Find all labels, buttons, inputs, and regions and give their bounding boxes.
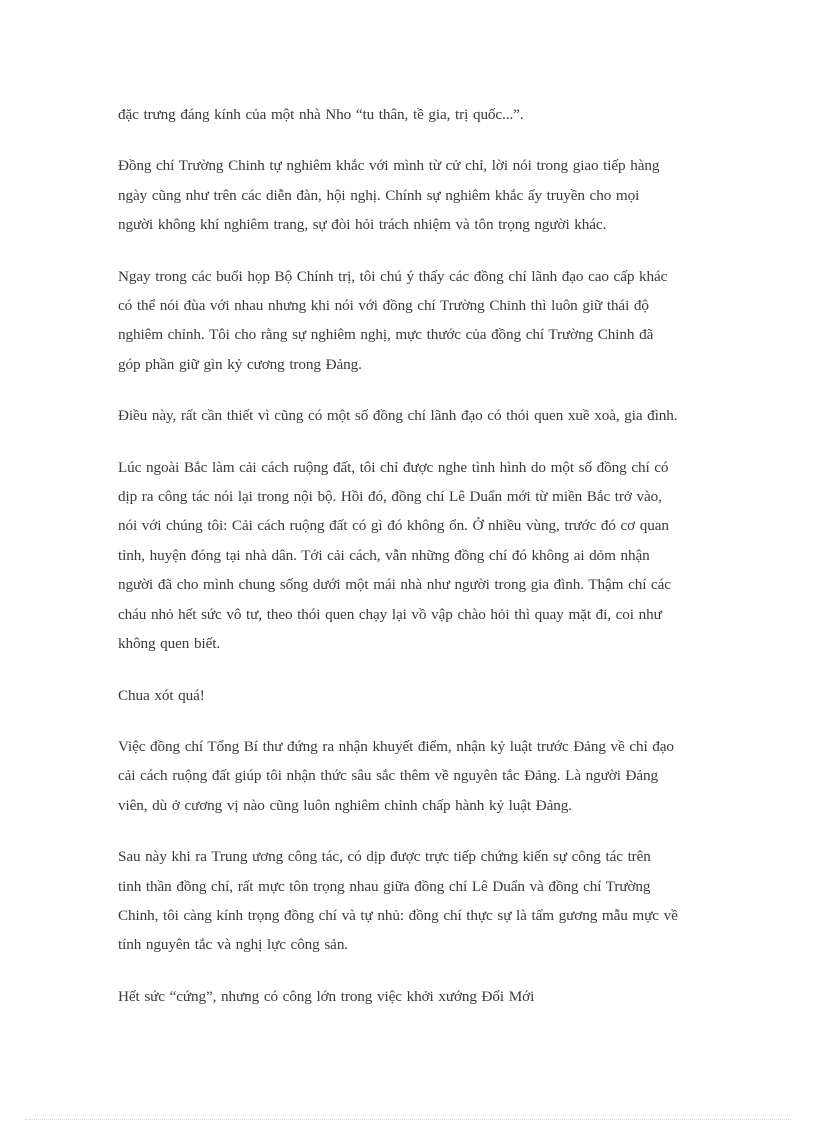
text-line: người không khí nghiêm trang, sự đòi hỏi trách nhiệm và tôn trọng người khác. — [118, 216, 607, 234]
text-line: đặc trưng đáng kính của một nhà Nho “tu thân, tề gia, trị quốc...”. — [118, 106, 524, 123]
paragraph — [118, 262, 708, 380]
text-line: nói với chúng tôi: Cải cách ruộng đất có gì đó không ổn. Ở nhiều vùng, trước đó cơ quan — [118, 517, 669, 535]
paragraph — [118, 842, 708, 960]
text-line: góp phần giữ gìn kỷ cương trong Đảng. — [118, 355, 362, 373]
paragraph — [118, 151, 708, 239]
page-bottom-divider — [25, 1119, 791, 1120]
text-line: Việc đồng chí Tổng Bí thư đứng ra nhận khuyết điểm, nhận kỷ luật trước Đảng về chỉ đạo — [118, 737, 674, 755]
text-line: người đã cho mình chung sống dưới một mái nhà như người trong gia đình. Thậm chí các — [118, 576, 671, 594]
text-line: Đồng chí Trường Chinh tự nghiêm khắc với mình từ cử chỉ, lời nói trong giao tiếp hàng — [118, 157, 660, 175]
paragraph — [118, 732, 708, 820]
paragraph — [118, 453, 708, 659]
section-heading — [118, 982, 708, 1011]
text-line: Chua xót quá! — [118, 686, 205, 704]
text-line: cải cách ruộng đất giúp tôi nhận thức sâu sắc thêm về nguyên tắc Đảng. Là người Đảng — [118, 767, 659, 785]
text-line: ngày cũng như trên các diễn đàn, hội nghị. Chính sự nghiêm khắc ấy truyền cho mọi — [118, 186, 640, 204]
text-line: có thể nói đùa với nhau nhưng khi nói với đồng chí Trường Chinh thì luôn giữ thái độ — [118, 297, 649, 315]
document-page — [118, 100, 708, 1033]
text-line: Sau này khi ra Trung ương công tác, có dịp được trực tiếp chứng kiến sự công tác trên — [118, 848, 651, 866]
paragraph — [118, 100, 708, 129]
text-line: tỉnh, huyện đóng tại nhà dân. Tới cải cách, vẫn những đồng chí đó không ai dỏm nhận — [118, 546, 650, 564]
text-line: dịp ra công tác nói lại trong nội bộ. Hồi đó, đồng chí Lê Duẩn mới từ miền Bắc trở vào, — [118, 488, 662, 506]
text-line: Lúc ngoài Bắc làm cải cách ruộng đất, tôi chỉ được nghe tình hình do một số đồng chí có — [118, 458, 669, 476]
text-line: Điều này, rất cần thiết vì cũng có một số đồng chí lãnh đạo có thói quen xuề xoà, gia đình. — [118, 407, 678, 425]
text-line: Chinh, tôi càng kính trọng đồng chí và tự nhủ: đồng chí thực sự là tấm gương mẫu mực về — [118, 906, 678, 924]
text-line: Hết sức “cứng”, nhưng có công lớn trong việc khởi xướng Đổi Mới — [118, 987, 535, 1005]
text-line: tinh thần đồng chí, rất mực tôn trọng nhau giữa đồng chí Lê Duẩn và đồng chí Trường — [118, 877, 651, 895]
text-line: nghiêm chỉnh. Tôi cho rằng sự nghiêm nghị, mực thước của đồng chí Trường Chinh đã — [118, 326, 654, 344]
text-line: Ngay trong các buổi họp Bộ Chính trị, tôi chú ý thấy các đồng chí lãnh đạo cao cấp khác — [118, 267, 668, 285]
paragraph — [118, 681, 708, 710]
text-line: không quen biết. — [118, 635, 221, 653]
text-line: viên, dù ở cương vị nào cũng luôn nghiêm chỉnh chấp hành kỷ luật Đảng. — [118, 796, 572, 814]
text-line: tính nguyên tắc và nghị lực công sản. — [118, 936, 349, 954]
text-line: cháu nhỏ hết sức vô tư, theo thói quen chạy lại vồ vập chào hỏi thì quay mặt đi, coi như — [118, 605, 662, 623]
paragraph — [118, 401, 708, 430]
